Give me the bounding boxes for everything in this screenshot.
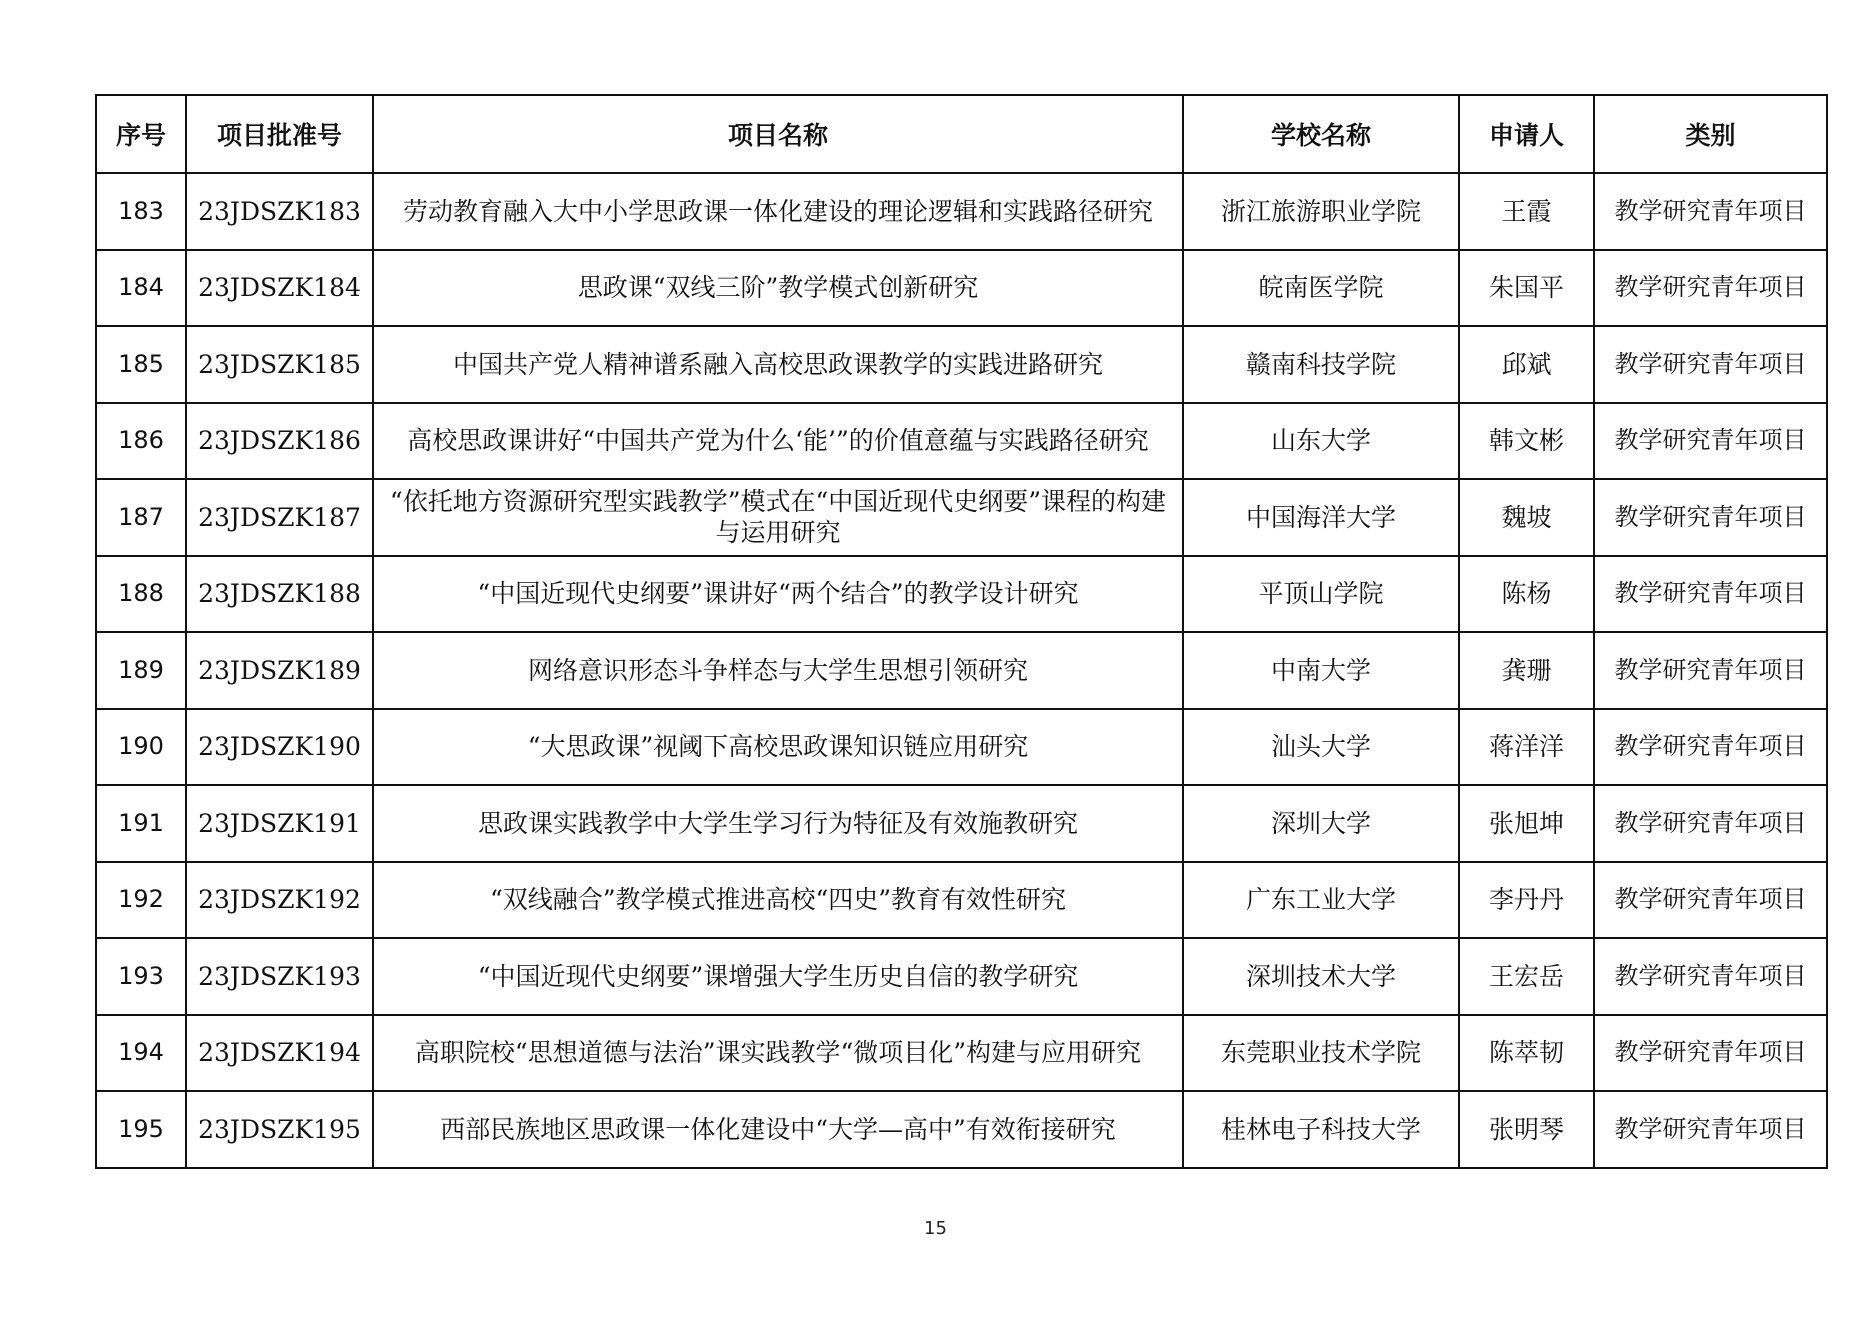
- cell-seq: 184: [96, 250, 186, 327]
- cell-seq: 187: [96, 479, 186, 556]
- cell-title: “双线融合”教学模式推进高校“四史”教育有效性研究: [373, 862, 1183, 939]
- table-row: [96, 938, 1827, 1015]
- cell-applicant: 朱国平: [1459, 250, 1594, 327]
- table-row: [96, 479, 1827, 556]
- cell-code: 23JDSZK187: [186, 479, 373, 556]
- cell-title: 思政课“双线三阶”教学模式创新研究: [373, 250, 1183, 327]
- cell-title: 劳动教育融入大中小学思政课一体化建设的理论逻辑和实践路径研究: [373, 173, 1183, 250]
- cell-code: 23JDSZK193: [186, 938, 373, 1015]
- table-row: [96, 250, 1827, 327]
- table-header-row: [96, 95, 1827, 173]
- header-category: 类别: [1594, 95, 1827, 173]
- cell-seq: 194: [96, 1015, 186, 1092]
- cell-code: 23JDSZK185: [186, 326, 373, 403]
- cell-title: “大思政课”视阈下高校思政课知识链应用研究: [373, 709, 1183, 786]
- page-number: 15: [924, 1218, 947, 1239]
- cell-category: 教学研究青年项目: [1594, 862, 1827, 939]
- cell-title: “依托地方资源研究型实践教学”模式在“中国近现代史纲要”课程的构建与运用研究: [373, 479, 1183, 556]
- cell-title: 高校思政课讲好“中国共产党为什么‘能’”的价值意蕴与实践路径研究: [373, 403, 1183, 480]
- cell-category: 教学研究青年项目: [1594, 1091, 1827, 1168]
- cell-category: 教学研究青年项目: [1594, 632, 1827, 709]
- cell-seq: 189: [96, 632, 186, 709]
- cell-title: 网络意识形态斗争样态与大学生思想引领研究: [373, 632, 1183, 709]
- cell-title: 思政课实践教学中大学生学习行为特征及有效施教研究: [373, 785, 1183, 862]
- cell-school: 桂林电子科技大学: [1183, 1091, 1459, 1168]
- cell-title: “中国近现代史纲要”课增强大学生历史自信的教学研究: [373, 938, 1183, 1015]
- cell-title: 西部民族地区思政课一体化建设中“大学—高中”有效衔接研究: [373, 1091, 1183, 1168]
- cell-applicant: 韩文彬: [1459, 403, 1594, 480]
- cell-seq: 191: [96, 785, 186, 862]
- cell-code: 23JDSZK192: [186, 862, 373, 939]
- cell-school: 皖南医学院: [1183, 250, 1459, 327]
- cell-title: “中国近现代史纲要”课讲好“两个结合”的教学设计研究: [373, 556, 1183, 633]
- cell-school: 广东工业大学: [1183, 862, 1459, 939]
- cell-applicant: 张明琴: [1459, 1091, 1594, 1168]
- table-row: [96, 403, 1827, 480]
- table-row: [96, 862, 1827, 939]
- cell-applicant: 魏坡: [1459, 479, 1594, 556]
- cell-seq: 192: [96, 862, 186, 939]
- cell-applicant: 邱斌: [1459, 326, 1594, 403]
- cell-school: 深圳大学: [1183, 785, 1459, 862]
- cell-code: 23JDSZK183: [186, 173, 373, 250]
- cell-applicant: 陈萃韧: [1459, 1015, 1594, 1092]
- header-code: 项目批准号: [186, 95, 373, 173]
- cell-code: 23JDSZK190: [186, 709, 373, 786]
- cell-code: 23JDSZK188: [186, 556, 373, 633]
- project-table: [95, 94, 1828, 1169]
- cell-category: 教学研究青年项目: [1594, 403, 1827, 480]
- cell-seq: 190: [96, 709, 186, 786]
- cell-applicant: 李丹丹: [1459, 862, 1594, 939]
- cell-category: 教学研究青年项目: [1594, 479, 1827, 556]
- header-seq: 序号: [96, 95, 186, 173]
- cell-school: 山东大学: [1183, 403, 1459, 480]
- cell-category: 教学研究青年项目: [1594, 556, 1827, 633]
- cell-code: 23JDSZK194: [186, 1015, 373, 1092]
- cell-category: 教学研究青年项目: [1594, 785, 1827, 862]
- cell-applicant: 龚珊: [1459, 632, 1594, 709]
- cell-category: 教学研究青年项目: [1594, 173, 1827, 250]
- cell-category: 教学研究青年项目: [1594, 250, 1827, 327]
- cell-category: 教学研究青年项目: [1594, 1015, 1827, 1092]
- cell-applicant: 陈杨: [1459, 556, 1594, 633]
- cell-school: 平顶山学院: [1183, 556, 1459, 633]
- table-row: [96, 785, 1827, 862]
- cell-code: 23JDSZK186: [186, 403, 373, 480]
- table-row: [96, 709, 1827, 786]
- cell-seq: 193: [96, 938, 186, 1015]
- cell-applicant: 张旭坤: [1459, 785, 1594, 862]
- cell-title: 中国共产党人精神谱系融入高校思政课教学的实践进路研究: [373, 326, 1183, 403]
- cell-title: 高职院校“思想道德与法治”课实践教学“微项目化”构建与应用研究: [373, 1015, 1183, 1092]
- cell-code: 23JDSZK191: [186, 785, 373, 862]
- cell-applicant: 王霞: [1459, 173, 1594, 250]
- cell-seq: 195: [96, 1091, 186, 1168]
- cell-applicant: 王宏岳: [1459, 938, 1594, 1015]
- table-row: [96, 556, 1827, 633]
- cell-category: 教学研究青年项目: [1594, 326, 1827, 403]
- cell-school: 赣南科技学院: [1183, 326, 1459, 403]
- cell-category: 教学研究青年项目: [1594, 709, 1827, 786]
- table-row: [96, 1091, 1827, 1168]
- table-row: [96, 326, 1827, 403]
- header-applicant: 申请人: [1459, 95, 1594, 173]
- cell-seq: 183: [96, 173, 186, 250]
- cell-applicant: 蒋洋洋: [1459, 709, 1594, 786]
- cell-school: 中南大学: [1183, 632, 1459, 709]
- cell-seq: 186: [96, 403, 186, 480]
- header-title: 项目名称: [373, 95, 1183, 173]
- cell-school: 中国海洋大学: [1183, 479, 1459, 556]
- cell-seq: 188: [96, 556, 186, 633]
- cell-category: 教学研究青年项目: [1594, 938, 1827, 1015]
- cell-school: 汕头大学: [1183, 709, 1459, 786]
- table-row: [96, 1015, 1827, 1092]
- table-row: [96, 173, 1827, 250]
- cell-school: 浙江旅游职业学院: [1183, 173, 1459, 250]
- cell-school: 东莞职业技术学院: [1183, 1015, 1459, 1092]
- cell-code: 23JDSZK189: [186, 632, 373, 709]
- cell-seq: 185: [96, 326, 186, 403]
- cell-school: 深圳技术大学: [1183, 938, 1459, 1015]
- cell-code: 23JDSZK195: [186, 1091, 373, 1168]
- header-school: 学校名称: [1183, 95, 1459, 173]
- table-row: [96, 632, 1827, 709]
- cell-code: 23JDSZK184: [186, 250, 373, 327]
